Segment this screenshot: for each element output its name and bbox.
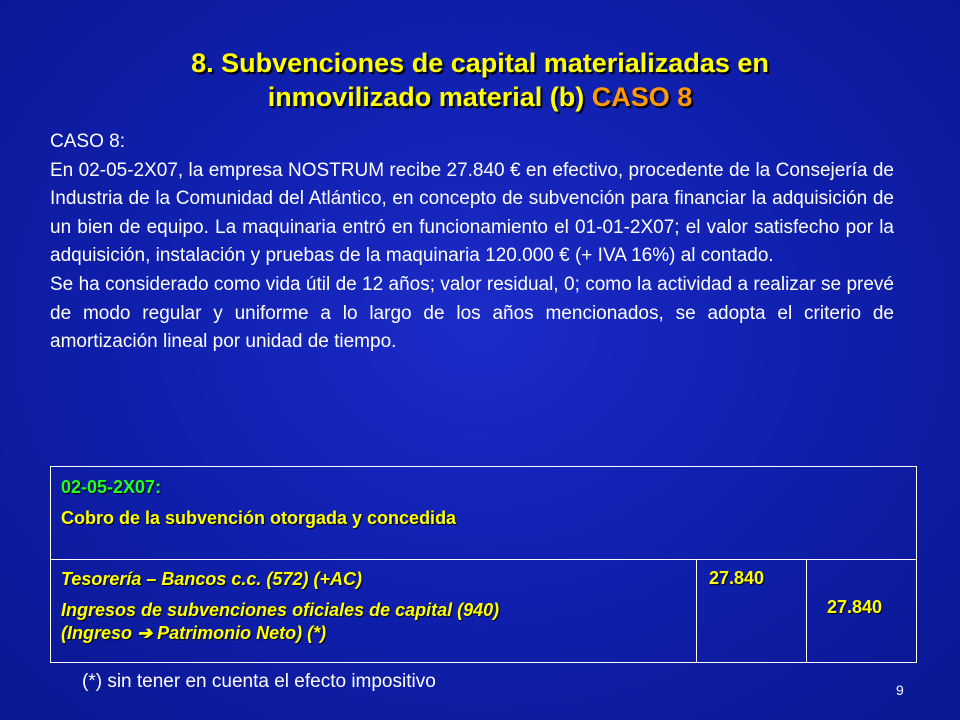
journal-entry-header-row [51, 467, 917, 560]
case-paragraph-2: Se ha considerado como vida útil de 12 años; valor residual, 0; como la actividad a realizar se prevé de modo regular y uniforme a lo largo de los años mencionados, se adopta el criterio de amortización lineal por unidad de tiempo. [50, 273, 894, 353]
slide-title-line1: 8. Subvenciones de capital materializadas en [191, 48, 769, 78]
arrow-right-icon: ➔ [137, 623, 153, 643]
credit-account-line2-suffix: Patrimonio Neto) (*) [157, 623, 327, 643]
page-number: 9 [896, 682, 904, 698]
entry-accounts-cell [51, 560, 697, 663]
slide-title-line2-text: inmovilizado material (b) [267, 82, 585, 112]
debit-amount: 27.840 [697, 560, 807, 663]
slide-title-line2 [40, 80, 920, 114]
journal-entry-body-row [51, 560, 917, 663]
slide-title [40, 46, 920, 114]
case-description [50, 128, 894, 357]
entry-description: Cobro de la subvención otorgada y concedida [61, 508, 457, 528]
journal-entry-header [51, 467, 917, 560]
journal-entry-table [50, 466, 917, 663]
credit-amount: 27.840 [807, 560, 917, 663]
case-colon: : [119, 131, 125, 152]
case-paragraph-1: En 02-05-2X07, la empresa NOSTRUM recibe 27.840 € en efectivo, procedente de la Consejería de Industria de la Comunidad del Atlántico, en concepto de subvención para financiar la adquisición de un bien de equipo. La maquinaria entró en funcionamiento el 01-01-2X07; el valor satisfecho por la adquisición, instalación y pruebas de la maquinaria 120.000 € (+ IVA 16%) al contado. [50, 159, 894, 267]
case-label: CASO 8 [50, 131, 120, 152]
slide-title-accent: CASO 8 [591, 82, 693, 112]
credit-account-line1: Ingresos de subvenciones oficiales de capital (940) [61, 600, 500, 620]
case-heading [50, 128, 894, 157]
credit-account [61, 599, 686, 645]
entry-date: 02-05-2X07: [61, 477, 162, 497]
debit-account: Tesorería – Bancos c.c. (572) (+AC) [61, 569, 362, 589]
credit-account-line2-prefix: (Ingreso [61, 623, 133, 643]
footnote: (*) sin tener en cuenta el efecto impositivo [82, 671, 436, 692]
